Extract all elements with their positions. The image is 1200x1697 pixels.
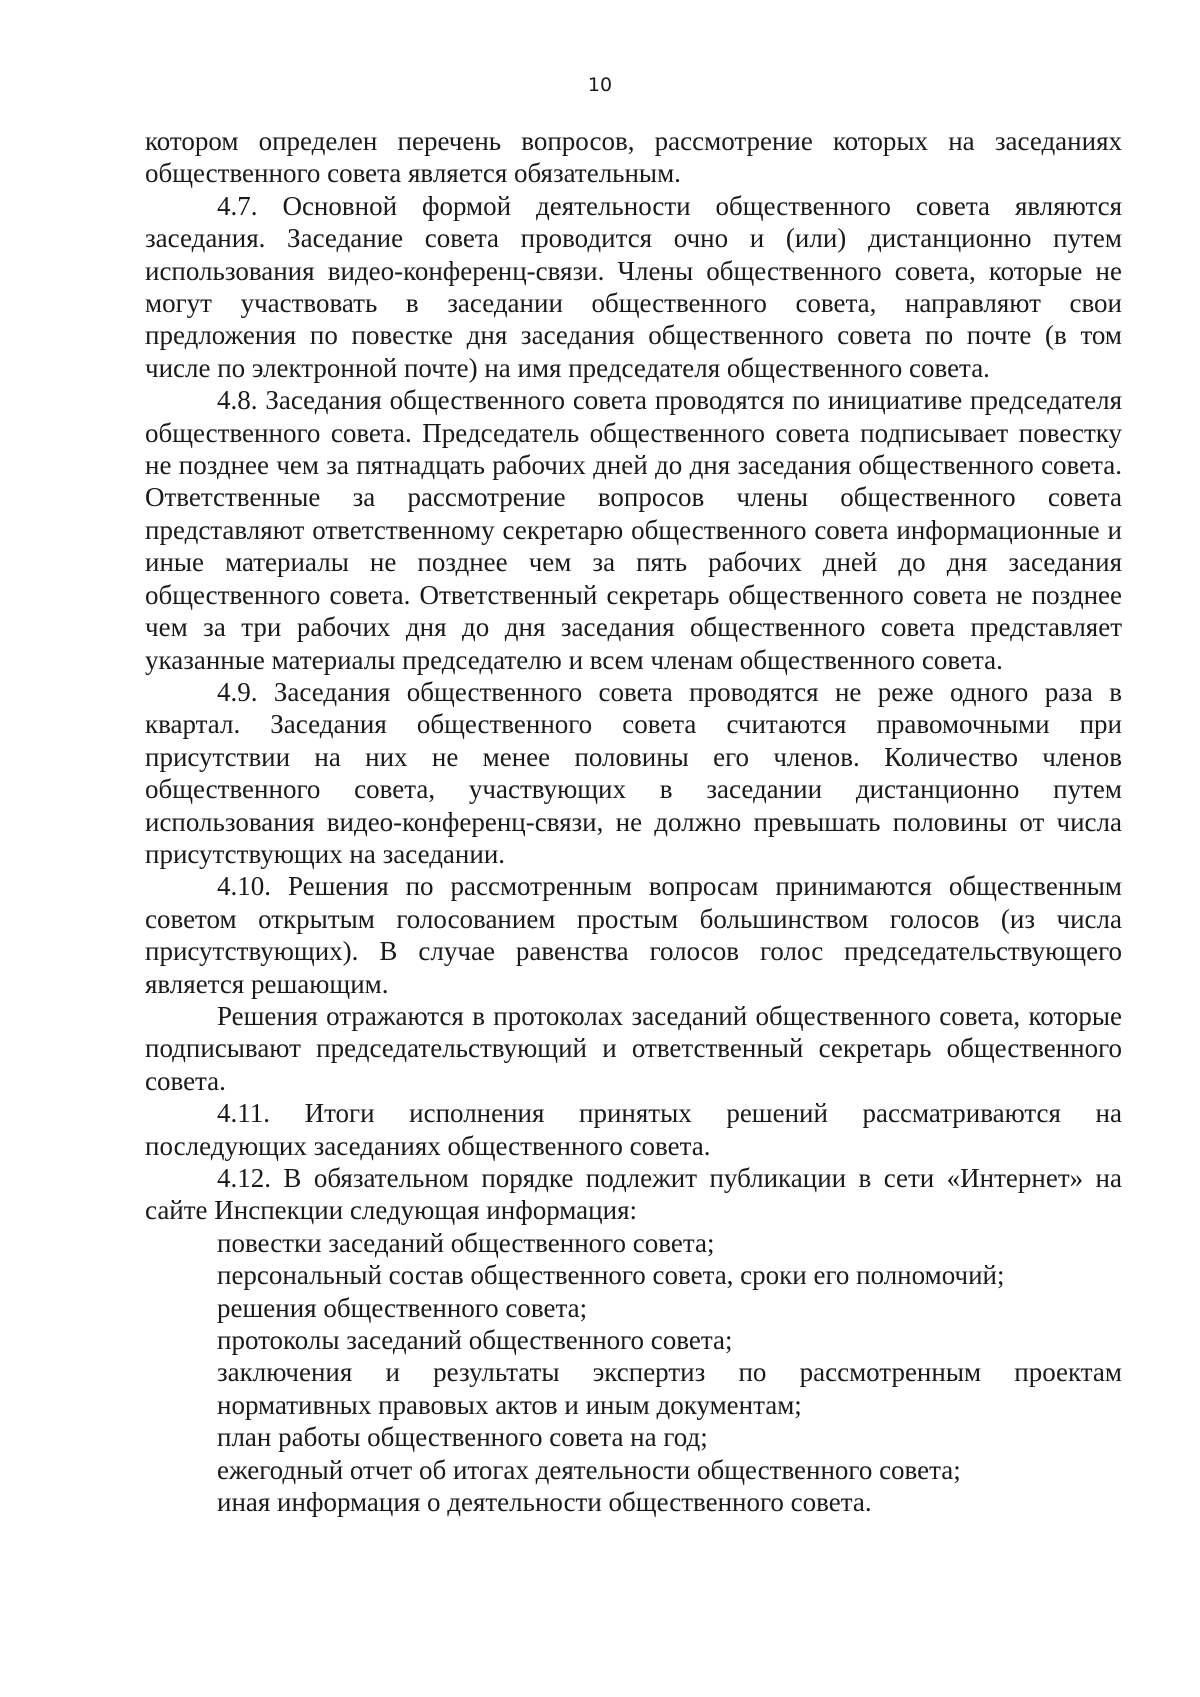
paragraph-4-12: 4.12. В обязательном порядке подлежит публикации в сети «Интернет» на сайте Инспекции следующая информация: — [145, 1163, 1122, 1226]
page-number: 10 — [587, 74, 613, 96]
paragraph-decisions: Решения отражаются в протоколах заседаний общественного совета, которые подписывают председательствующий и ответственный секретарь общественного совета. — [145, 1000, 1122, 1096]
list-item: персональный состав общественного совета, сроки его полномочий; — [217, 1260, 1005, 1291]
paragraph-continuation: котором определен перечень вопросов, рассмотрение которых на заседаниях общественного совета является обязательным. — [145, 126, 1122, 189]
list-item: иная информация о деятельности общественного совета. — [217, 1487, 872, 1518]
paragraph-4-8: 4.8. Заседания общественного совета проводятся по инициативе председателя общественного совета. Председатель общественного совета подписывает повестку не позднее чем за пятнадцать рабочих дней до дня заседания общественного совета. Ответственные за рассмотрение вопросов члены общественного совета представляют ответственному секретарю общественного совета информационные и иные материалы не позднее чем за пять рабочих дней до дня заседания общественного совета. Ответственный секретарь общественного совета не позднее чем за три рабочих дня до дня заседания общественного совета представляет указанные материалы председателю и всем членам общественного совета. — [145, 385, 1122, 675]
list-item: ежегодный отчет об итогах деятельности общественного совета; — [217, 1454, 961, 1485]
list-item: повестки заседаний общественного совета; — [217, 1227, 715, 1258]
paragraph-4-7: 4.7. Основной формой деятельности общественного совета являются заседания. Заседание совета проводится очно и (или) дистанционно путем использования видео-конференц-связи. Члены общественного совета, которые не могут участвовать в заседании общественного совета, направляют свои предложения по повестке дня заседания общественного совета по почте (в том числе по электронной почте) на имя председателя общественного совета. — [145, 190, 1122, 383]
list-item: план работы общественного совета на год; — [217, 1422, 708, 1453]
list-item: решения общественного совета; — [217, 1292, 588, 1323]
paragraph-4-9: 4.9. Заседания общественного совета проводятся не реже одного раза в квартал. Заседания общественного совета считаются правомочными при присутствии на них не менее половины его членов. Количество членов общественного совета, участвующих в заседании дистанционно путем использования видео-конференц-связи, не должно превышать половины от числа присутствующих на заседании. — [145, 676, 1122, 869]
document-body — [145, 125, 1122, 1518]
paragraph-4-10: 4.10. Решения по рассмотренным вопросам принимаются общественным советом открытым голосованием простым большинством голосов (из числа присутствующих). В случае равенства голосов голос председательствующего является решающим. — [145, 871, 1122, 999]
list-item: протоколы заседаний общественного совета; — [217, 1325, 733, 1356]
paragraph-4-11: 4.11. Итоги исполнения принятых решений рассматриваются на последующих заседаниях общественного совета. — [145, 1098, 1122, 1161]
list-item: заключения и результаты экспертиз по рассмотренным проектам нормативных правовых актов и иным документам; — [217, 1357, 1122, 1420]
